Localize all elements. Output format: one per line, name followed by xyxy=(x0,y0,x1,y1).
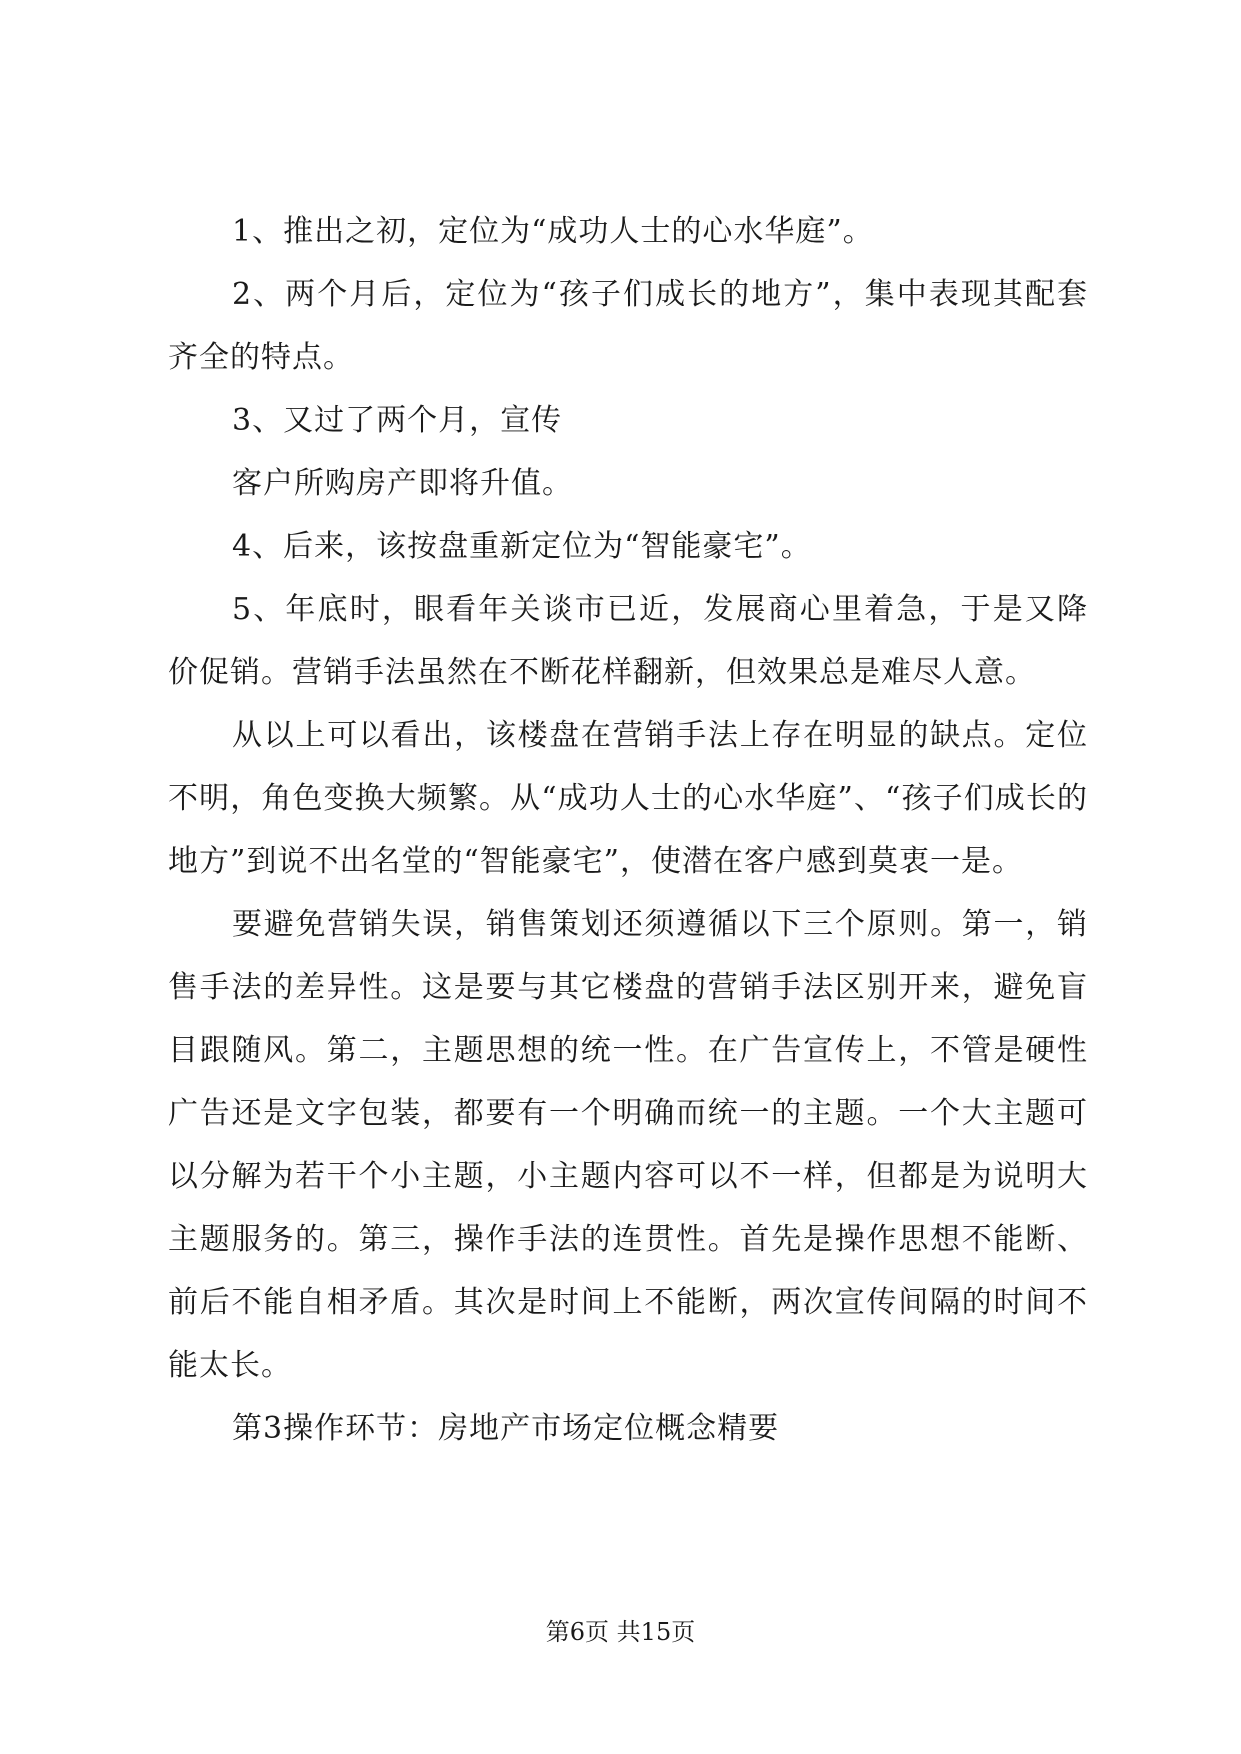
document-body xyxy=(168,200,1088,1460)
paragraph-item-2: 2、两个月后，定位为“孩子们成长的地方”，集中表现其配套齐全的特点。 xyxy=(168,277,1088,375)
section-heading: 第3操作环节：房地产市场定位概念精要 xyxy=(232,1411,780,1446)
paragraph-continuation: 客户所购房产即将升值。 xyxy=(232,466,573,501)
paragraph-item-4: 4、后来，该按盘重新定位为“智能豪宅”。 xyxy=(232,529,812,564)
paragraph-item-1: 1、推出之初，定位为“成功人士的心水华庭”。 xyxy=(232,214,874,249)
paragraph-item-5: 5、年底时，眼看年关谈市已近，发展商心里着急，于是又降价促销。营销手法虽然在不断花样翻新，但效果总是难尽人意。 xyxy=(168,592,1088,690)
paragraph-item-3: 3、又过了两个月，宣传 xyxy=(232,403,563,438)
page-number-label: 第6页 共15页 xyxy=(545,1618,696,1646)
page-footer xyxy=(0,1612,1241,1647)
paragraph-principles: 要避免营销失误，销售策划还须遵循以下三个原则。第一，销售手法的差异性。这是要与其它楼盘的营销手法区别开来，避免盲目跟随风。第二，主题思想的统一性。在广告宣传上，不管是硬性广告还是文字包装，都要有一个明确而统一的主题。一个大主题可以分解为若干个小主题，小主题内容可以不一样，但都是为说明大主题服务的。第三，操作手法的连贯性。首先是操作思想不能断、前后不能自相矛盾。其次是时间上不能断，两次宣传间隔的时间不能太长。 xyxy=(168,907,1088,1383)
paragraph-analysis: 从以上可以看出，该楼盘在营销手法上存在明显的缺点。定位不明，角色变换大频繁。从“成功人士的心水华庭”、“孩子们成长的地方”到说不出名堂的“智能豪宅”，使潜在客户感到莫衷一是。 xyxy=(168,718,1088,879)
